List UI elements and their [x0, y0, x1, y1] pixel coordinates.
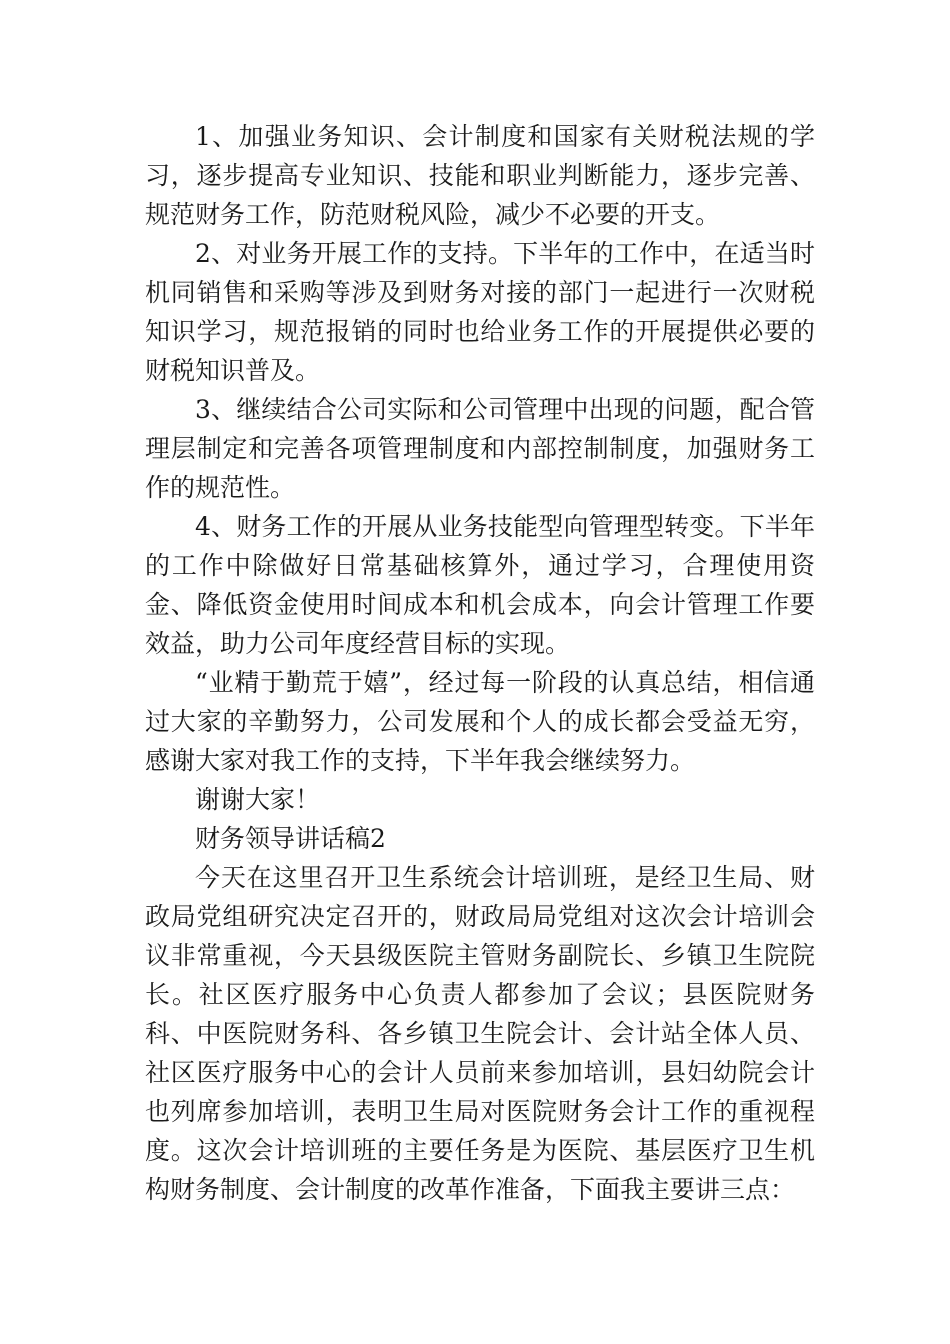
- section-title: 财务领导讲话稿2: [195, 824, 386, 853]
- paragraph-item-2: 2、对业务开展工作的支持。下半年的工作中，在适当时机同销售和采购等涉及到财务对接的部门一起进行一次财税知识学习，规范报销的同时也给业务工作的开展提供必要的财税知识普及。: [145, 239, 815, 385]
- closing-paragraph: “业精于勤荒于嬉”，经过每一阶段的认真总结，相信通过大家的辛勤努力，公司发展和个人的成长都会受益无穷，感谢大家对我工作的支持，下半年我会继续努力。: [145, 668, 815, 775]
- paragraph-item-4: 4、财务工作的开展从业务技能型向管理型转变。下半年的工作中除做好日常基础核算外，通过学习，合理使用资金、降低资金使用时间成本和机会成本，向会计管理工作要效益，助力公司年度经营目标的实现。: [145, 512, 815, 658]
- thanks-line: 谢谢大家！: [195, 785, 321, 814]
- paragraph-item-3: 3、继续结合公司实际和公司管理中出现的问题，配合管理层制定和完善各项管理制度和内部控制制度，加强财务工作的规范性。: [145, 395, 815, 502]
- paragraph-item-1: 1、加强业务知识、会计制度和国家有关财税法规的学习，逐步提高专业知识、技能和职业判断能力，逐步完善、规范财务工作，防范财税风险，减少不必要的开支。: [145, 122, 815, 229]
- document-body: [145, 117, 815, 1209]
- speech-intro-paragraph: 今天在这里召开卫生系统会计培训班，是经卫生局、财政局党组研究决定召开的，财政局局党组对这次会计培训会议非常重视，今天县级医院主管财务副院长、乡镇卫生院院长。社区医疗服务中心负责人都参加了会议；县医院财务科、中医院财务科、各乡镇卫生院会计、会计站全体人员、社区医疗服务中心的会计人员前来参加培训，县妇幼院会计也列席参加培训，表明卫生局对医院财务会计工作的重视程度。这次会计培训班的主要任务是为医院、基层医疗卫生机构财务制度、会计制度的改革作准备，下面我主要讲三点：: [145, 863, 815, 1204]
